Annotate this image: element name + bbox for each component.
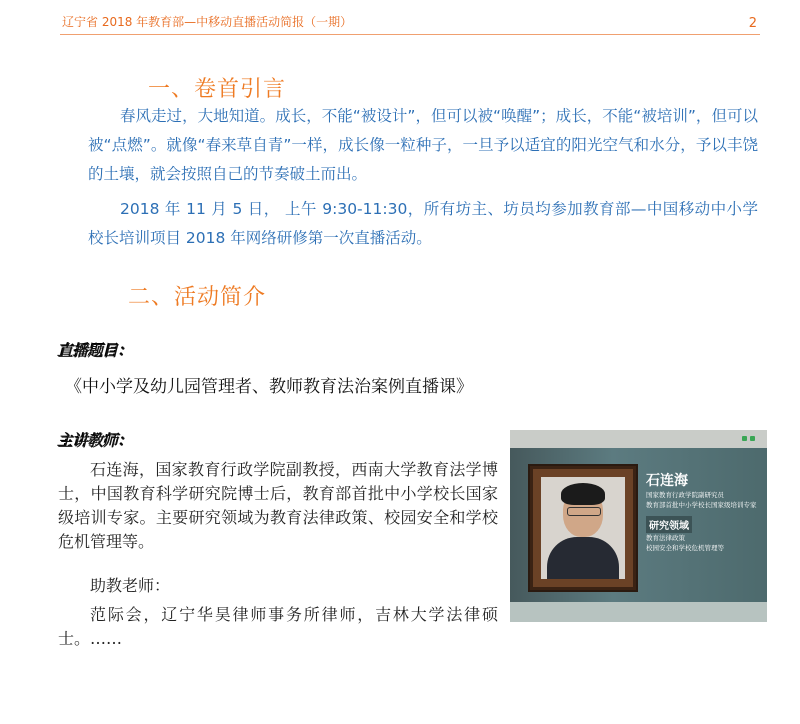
teacher-bio: 石连海，国家教育行政学院副教授，西南大学教育法学博士，中国教育科学研究院博士后，教育部首批中小学校长国家级培训专家。主要研究领域为教育法律政策、校园安全和学校危机管理等。 (58, 460, 498, 551)
photo-title-line1: 国家教育行政学院副研究员 (646, 491, 724, 499)
course-title: 《中小学及幼儿园管理者、教师教育法治案例直播课》 (65, 377, 473, 397)
lecturer-portrait-frame (530, 466, 636, 590)
photo-title-line2: 教育部首批中小学校长国家级培训专家 (646, 501, 757, 509)
photo-field-heading: 研究领域 (646, 516, 692, 533)
photo-field-2: 校园安全和学校危机管理等 (646, 544, 724, 552)
lecturer-screen-photo (510, 430, 767, 622)
event-paragraph: 2018 年 11 月 5 日， 上午 9:30-11:30，所有坊主、坊员均参加教育部—中国移动中小学校长培训项目 2018 年网络研修第一次直播活动。 (88, 200, 758, 247)
teacher-label: 主讲教师： (58, 432, 134, 450)
photo-caption (646, 470, 757, 553)
section-heading-preface: 一、卷首引言 (148, 77, 287, 102)
assistant-bio: 范际会，辽宁华昊律师事务所律师，吉林大学法律硕士。…… (58, 605, 498, 648)
assistant-label: 助教老师： (90, 576, 171, 595)
topic-label: 直播题目： (58, 342, 134, 360)
preface-paragraph: 春风走过，大地知道。成长，不能“被设计”，但可以被“唤醒”；成长，不能“被培训”，但可以被“点燃”。就像“春来草自青”一样，成长像一粒种子，一旦予以适宜的阳光空气和水分，予以丰饶的土壤，就会按照自己的节奏破土而出。 (88, 107, 758, 183)
section-heading-activity: 二、活动简介 (128, 285, 267, 310)
photo-field-1: 教育法律政策 (646, 534, 685, 542)
header-title: 辽宁省 2018 年教育部—中移动直播活动简报（一期） (62, 15, 353, 29)
header-divider (60, 34, 760, 35)
page-number: 2 (748, 16, 757, 31)
photo-name: 石连海 (646, 473, 688, 489)
lecturer-portrait (541, 477, 625, 579)
